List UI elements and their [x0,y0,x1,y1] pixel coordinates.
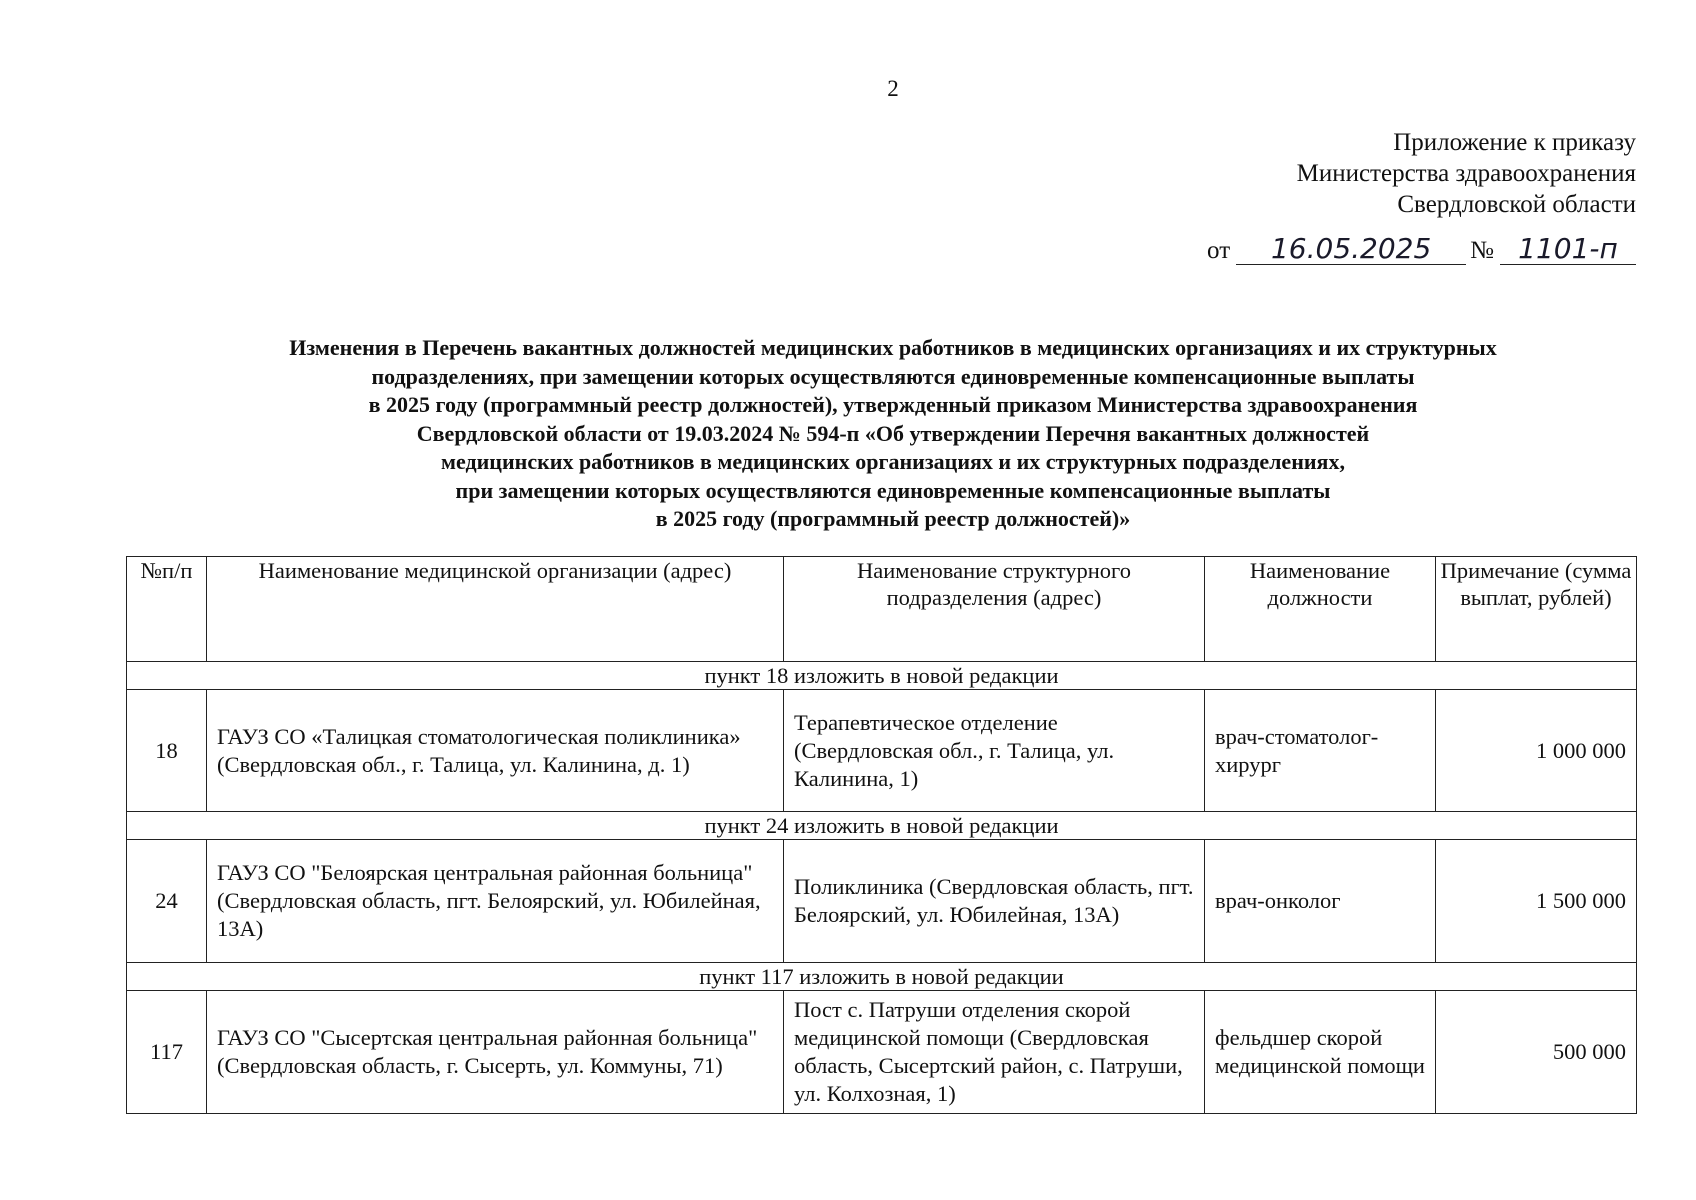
title-line: подразделениях, при замещении которых осуществляются единовременные компенсационные выплаты [371,363,1415,389]
title-line: Свердловской области от 19.03.2024 № 594-п «Об утверждении Перечня вакантных должностей [416,420,1370,446]
order-from-label: от [1207,237,1231,264]
section-label: пункт 18 изложить в новой редакции [127,662,1637,690]
section-row [127,963,1637,991]
row-amount: 1 000 000 [1436,690,1637,812]
table-row [127,840,1637,963]
section-label: пункт 24 изложить в новой редакции [127,812,1637,840]
appendix-line-1: Приложение к приказу [1393,129,1636,156]
page-number: 2 [887,76,899,101]
row-department: Пост с. Патруши отделения скорой медицинской помощи (Свердловская область, Сысертский район, с. Патруши, ул. Колхозная, 1) [784,991,1205,1114]
row-amount: 1 500 000 [1436,840,1637,963]
header-number: №п/п [127,557,207,662]
order-reference [1207,234,1636,265]
row-position: фельдшер скорой медицинской помощи [1205,991,1436,1114]
header-position: Наименование должности [1205,557,1436,662]
appendix-line-3: Свердловской области [1397,191,1636,218]
document-title [150,334,1636,534]
row-department: Поликлиника (Свердловская область, пгт. Белоярский, ул. Юбилейная, 13А) [784,840,1205,963]
row-number: 24 [127,840,207,963]
row-organization: ГАУЗ СО «Талицкая стоматологическая поликлиника» (Свердловская обл., г. Талица, ул. Калинина, д. 1) [207,690,784,812]
header-organization: Наименование медицинской организации (адрес) [207,557,784,662]
row-number: 117 [127,991,207,1114]
title-line: при замещении которых осуществляются единовременные компенсационные выплаты [455,477,1331,503]
section-row [127,812,1637,840]
section-label: пункт 117 изложить в новой редакции [127,963,1637,991]
row-organization: ГАУЗ СО "Сысертская центральная районная больница" (Свердловская область, г. Сысерть, ул. Коммуны, 71) [207,991,784,1114]
title-line: Изменения в Перечень вакантных должностей медицинских работников в медицинских организациях и их структурных [289,335,1497,360]
section-row [127,662,1637,690]
row-organization: ГАУЗ СО "Белоярская центральная районная больница" (Свердловская область, пгт. Белоярский, ул. Юбилейная, 13А) [207,840,784,963]
row-number: 18 [127,690,207,812]
header-note: Примечание (сумма выплат, рублей) [1436,557,1637,662]
header-department: Наименование структурного подразделения (адрес) [784,557,1205,662]
appendix-header [1297,127,1636,220]
appendix-line-2: Министерства здравоохранения [1296,160,1636,187]
table-row [127,690,1637,812]
row-amount: 500 000 [1436,991,1637,1114]
row-department: Терапевтическое отделение (Свердловская обл., г. Талица, ул. Калинина, 1) [784,690,1205,812]
title-line: в 2025 году (программный реестр должностей)» [655,506,1131,531]
table-header-row [127,557,1637,662]
order-date-handwritten: 16.05.2025 [1236,234,1466,265]
order-number-label: № [1470,237,1494,264]
vacancies-table [126,556,1637,1114]
title-line: медицинских работников в медицинских организациях и их структурных подразделениях, [441,449,1345,474]
row-position: врач-онколог [1205,840,1436,963]
table-row [127,991,1637,1114]
row-position: врач-стоматолог-хирург [1205,690,1436,812]
title-line: в 2025 году (программный реестр должностей), утвержденный приказом Министерства здравоохранения [368,392,1418,417]
order-number-handwritten: 1101-п [1500,234,1636,265]
